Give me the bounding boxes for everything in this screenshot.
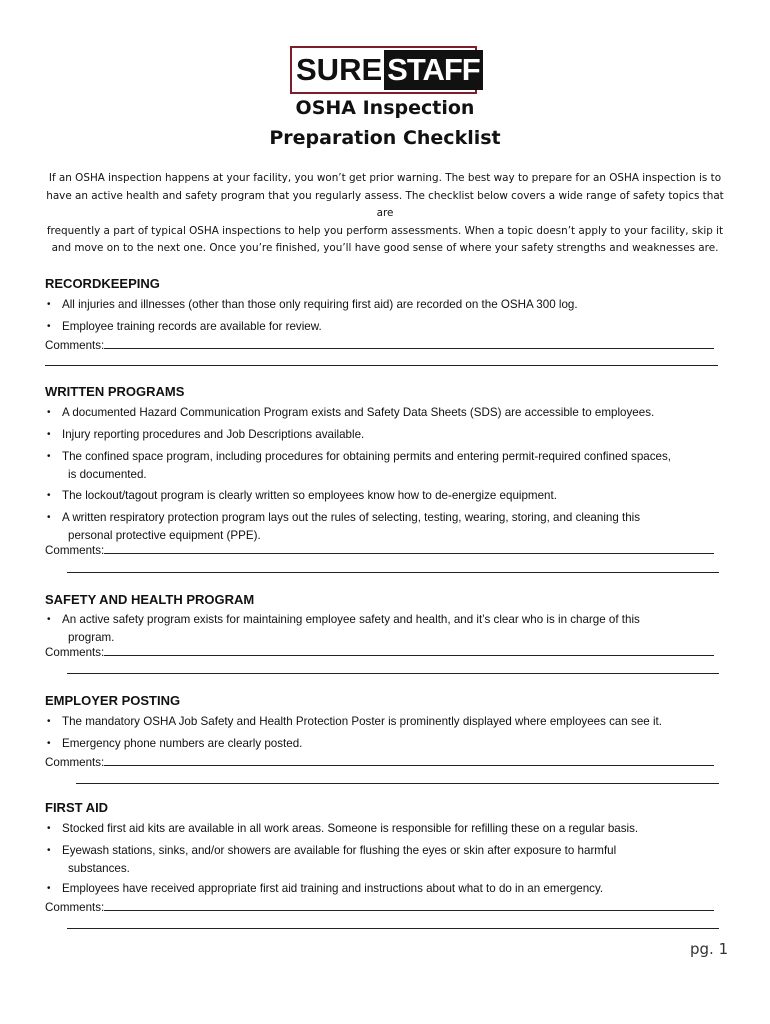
section-written-programs [45, 382, 730, 573]
item-text: An active safety program exists for maintaining employee safety and health, and it’s clear who is in charge of this [62, 613, 640, 626]
checklist-item [45, 611, 730, 647]
item-text: Eyewash stations, sinks, and/or showers are available for flushing the eyes or skin after exposure to harmful [62, 844, 617, 857]
logo-staff-text: STAFF [384, 50, 483, 90]
comments-line-2[interactable] [67, 916, 719, 929]
logo-sure-text: SURE [296, 52, 383, 87]
bullet: • [47, 490, 51, 501]
comments-label: Comments: [45, 339, 105, 352]
intro-paragraph [40, 170, 730, 258]
checklist-item [45, 404, 730, 422]
checklist-item [45, 296, 730, 314]
comments-line[interactable] [104, 753, 714, 766]
item-text-continued: personal protective equipment (PPE). [68, 529, 261, 542]
comments-label: Comments: [45, 646, 105, 659]
comments-label: Comments: [45, 901, 105, 914]
checklist-item [45, 448, 730, 484]
bullet: • [47, 823, 51, 834]
bullet: • [47, 451, 51, 462]
checklist-item [45, 842, 730, 878]
section-recordkeeping [45, 274, 730, 366]
section-first-aid [45, 798, 730, 929]
bullet: • [47, 429, 51, 440]
comments-line-2[interactable] [76, 771, 719, 784]
checklist-item [45, 820, 730, 838]
bullet: • [47, 407, 51, 418]
bullet: • [47, 614, 51, 625]
bullet: • [47, 716, 51, 727]
checklist-item [45, 318, 730, 336]
comments-line-2[interactable] [67, 661, 719, 674]
item-text: Injury reporting procedures and Job Descriptions available. [62, 428, 365, 441]
page-number: pg. 1 [690, 940, 729, 958]
comments-line-2[interactable] [67, 559, 719, 573]
item-text: The mandatory OSHA Job Safety and Health Protection Poster is prominently displayed where employees can see it. [62, 715, 662, 728]
section-employer-posting [45, 691, 730, 784]
checklist-item [45, 487, 730, 505]
comments-label: Comments: [45, 756, 105, 769]
surestaff-logo [290, 46, 480, 94]
intro-line: have an active health and safety program that you regularly assess. The checklist below covers a wide range of safety topics that are [46, 189, 724, 219]
bullet: • [47, 512, 51, 523]
item-text: Employee training records are available for review. [62, 320, 322, 333]
bullet: • [47, 299, 51, 310]
comments-line-2[interactable] [45, 354, 718, 366]
checklist-item [45, 713, 730, 731]
bullet: • [47, 845, 51, 856]
comments-field[interactable] [45, 336, 730, 354]
comments-line[interactable] [104, 336, 714, 349]
checklist-item [45, 880, 730, 898]
item-text-continued: program. [68, 631, 115, 644]
comments-field[interactable] [45, 898, 730, 916]
checklist-item [45, 426, 730, 444]
item-text: The confined space program, including procedures for obtaining permits and entering permit-required confined spaces, [62, 450, 672, 463]
item-text: All injuries and illnesses (other than those only requiring first aid) are recorded on the OSHA 300 log. [62, 298, 578, 311]
bullet: • [47, 321, 51, 332]
section-safety-health-program [45, 590, 730, 674]
page-title-line2: Preparation Checklist [269, 127, 501, 149]
intro-line: frequently a part of typical OSHA inspections to help you perform assessments. When a topic doesn’t apply to your facility, skip it [46, 224, 724, 237]
item-text-continued: substances. [68, 862, 130, 875]
section-title: EMPLOYER POSTING [45, 693, 181, 708]
section-title: RECORDKEEPING [45, 276, 160, 291]
item-text: Emergency phone numbers are clearly posted. [62, 737, 303, 750]
intro-line: If an OSHA inspection happens at your facility, you won’t get prior warning. The best way to prepare for an OSHA inspection is to [48, 172, 722, 184]
page-title-line1: OSHA Inspection [295, 97, 475, 119]
item-text: Stocked first aid kits are available in all work areas. Someone is responsible for refilling these on a regular basis. [62, 822, 639, 835]
comments-field[interactable] [45, 753, 730, 771]
section-title: FIRST AID [45, 800, 109, 815]
section-title: SAFETY AND HEALTH PROGRAM [45, 592, 255, 607]
comments-label: Comments: [45, 544, 105, 557]
item-text: Employees have received appropriate first aid training and instructions about what to do in an emergency. [62, 882, 604, 895]
bullet: • [47, 883, 51, 894]
item-text-continued: is documented. [68, 468, 147, 481]
intro-line: and move on to the next one. Once you’re finished, you’ll have good sense of where your safety strengths and weaknesses are. [51, 242, 719, 254]
item-text: The lockout/tagout program is clearly written so employees know how to de-energize equipment. [62, 489, 557, 502]
item-text: A documented Hazard Communication Program exists and Safety Data Sheets (SDS) are accessible to employees. [62, 406, 655, 419]
section-title: WRITTEN PROGRAMS [45, 384, 185, 399]
comments-line[interactable] [104, 898, 714, 911]
checklist-item [45, 509, 730, 545]
item-text: A written respiratory protection program lays out the rules of selecting, testing, wearing, storing, and cleaning this [62, 511, 641, 524]
checklist-item [45, 735, 730, 753]
bullet: • [47, 738, 51, 749]
